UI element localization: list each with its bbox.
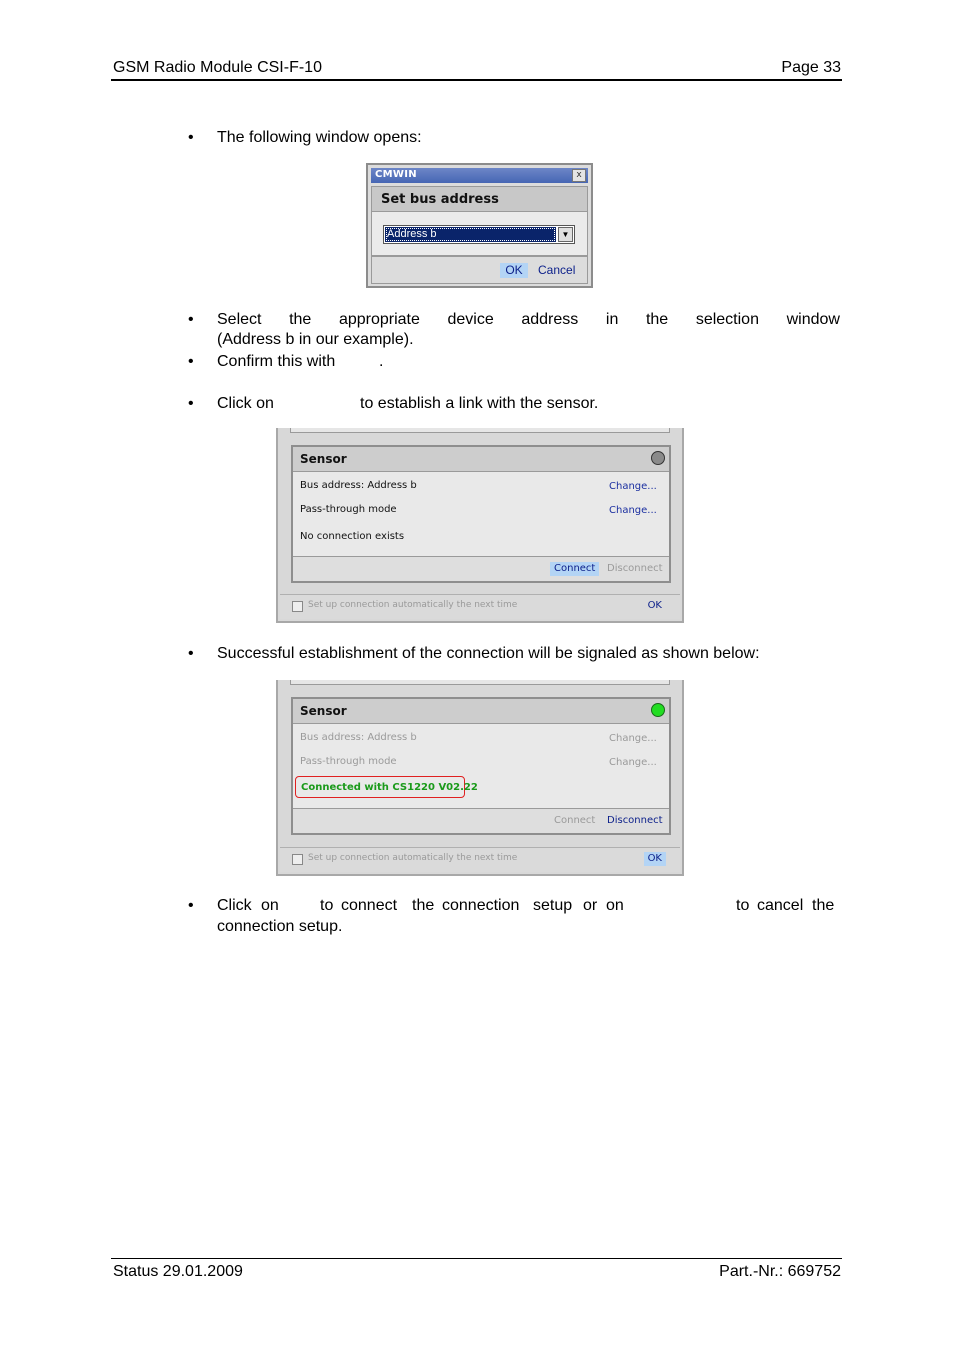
bullet-mark: • — [188, 129, 194, 146]
change-passthrough-link[interactable]: Change... — [609, 757, 657, 768]
panel-top-edge — [290, 428, 670, 433]
status-led-icon — [651, 703, 665, 717]
bullet-text: Confirm this with — [217, 353, 336, 370]
set-bus-address-dialog — [366, 163, 593, 288]
sensor-footer — [293, 808, 669, 833]
status-led-icon — [651, 451, 665, 465]
sensor-title: Sensor — [300, 452, 347, 466]
header-rule — [111, 79, 842, 81]
cancel-button[interactable]: Cancel — [538, 263, 576, 277]
connect-button[interactable]: Connect — [550, 562, 599, 576]
dialog-footer — [371, 256, 588, 284]
address-select-value[interactable]: Address b — [385, 227, 556, 242]
dialog-heading: Set bus address — [381, 192, 499, 207]
word: Click — [217, 897, 252, 914]
bullet-mark: • — [188, 395, 194, 412]
sensor-footer — [293, 556, 669, 581]
page-header-title: GSM Radio Module CSI-F-10 — [113, 59, 322, 76]
word: to — [736, 897, 750, 914]
word: on — [606, 897, 624, 914]
dialog-body — [371, 212, 588, 256]
address-select[interactable] — [383, 225, 575, 244]
auto-connect-bar — [280, 594, 680, 619]
bullet-text: Click on — [217, 395, 274, 412]
panel-top-edge — [290, 680, 670, 685]
word: the — [289, 311, 312, 328]
word: on — [261, 897, 279, 914]
disconnect-button[interactable]: Disconnect — [607, 563, 663, 574]
sensor-header — [293, 447, 669, 472]
bullet-text: The following window opens: — [217, 129, 422, 146]
auto-connect-label: Set up connection automatically the next time — [308, 853, 518, 863]
auto-connect-label: Set up connection automatically the next time — [308, 600, 518, 610]
ok-button[interactable]: OK — [647, 600, 662, 611]
word: connection — [442, 897, 520, 914]
word: selection — [695, 311, 759, 328]
sensor-panel-disconnected — [276, 428, 684, 623]
change-passthrough-link[interactable]: Change... — [609, 505, 657, 516]
bus-address-label: Bus address: Address b — [300, 480, 417, 491]
ok-button[interactable]: OK — [644, 852, 666, 866]
footer-rule — [111, 1258, 842, 1259]
word: in — [605, 311, 619, 328]
dialog-heading-bar — [371, 186, 588, 212]
chevron-down-icon[interactable]: ▼ — [558, 227, 573, 242]
close-icon[interactable]: x — [572, 169, 586, 182]
word: window — [786, 311, 840, 328]
word: device — [447, 311, 494, 328]
bus-address-label: Bus address: Address b — [300, 732, 417, 743]
passthrough-label: Pass-through mode — [300, 756, 397, 767]
page-number: Page 33 — [781, 59, 841, 76]
change-bus-address-link[interactable]: Change... — [609, 481, 657, 492]
word: setup — [533, 897, 573, 914]
connection-status-highlight — [295, 776, 478, 798]
bullet-mark: • — [188, 897, 194, 914]
dialog-titlebar — [371, 168, 588, 183]
bullet-text-line1 — [217, 310, 840, 330]
part-number: Part.-Nr.: 669752 — [719, 1263, 841, 1280]
word: appropriate — [338, 311, 420, 328]
bullet-mark: • — [188, 311, 194, 328]
word: the — [812, 897, 835, 914]
word: to — [320, 897, 334, 914]
dialog-title: CMWIN — [375, 169, 417, 180]
bullet-text: Successful establishment of the connection will be signaled as shown below: — [217, 645, 760, 662]
auto-connect-checkbox[interactable] — [292, 854, 303, 865]
word: address — [521, 311, 579, 328]
status-date: Status 29.01.2009 — [113, 1263, 243, 1280]
word: the — [645, 311, 669, 328]
connection-status: Connected with CS1220 V02.22 — [301, 782, 478, 793]
bullet-text-line2: connection setup. — [217, 918, 343, 935]
sensor-box — [291, 697, 671, 835]
bullet-mark: • — [188, 353, 194, 370]
word: Select — [217, 311, 262, 328]
ok-button[interactable]: OK — [500, 263, 528, 278]
bullet-mark: • — [188, 645, 194, 662]
change-bus-address-link[interactable]: Change... — [609, 733, 657, 744]
auto-connect-checkbox[interactable] — [292, 601, 303, 612]
word: cancel — [757, 897, 804, 914]
bullet-text-cont: to establish a link with the sensor. — [360, 395, 599, 412]
word: or — [583, 897, 598, 914]
sensor-box — [291, 445, 671, 583]
word: the — [412, 897, 435, 914]
sensor-panel-connected — [276, 680, 684, 876]
word: connect — [341, 897, 398, 914]
sensor-title: Sensor — [300, 704, 347, 718]
disconnect-button[interactable]: Disconnect — [607, 815, 663, 826]
bullet-text-line2: (Address b in our example). — [217, 331, 414, 348]
auto-connect-bar — [280, 847, 680, 872]
connection-status: No connection exists — [300, 531, 405, 542]
sensor-header — [293, 699, 669, 724]
connect-button[interactable]: Connect — [554, 815, 596, 826]
bullet-text-end: . — [379, 353, 384, 370]
passthrough-label: Pass-through mode — [300, 504, 397, 515]
